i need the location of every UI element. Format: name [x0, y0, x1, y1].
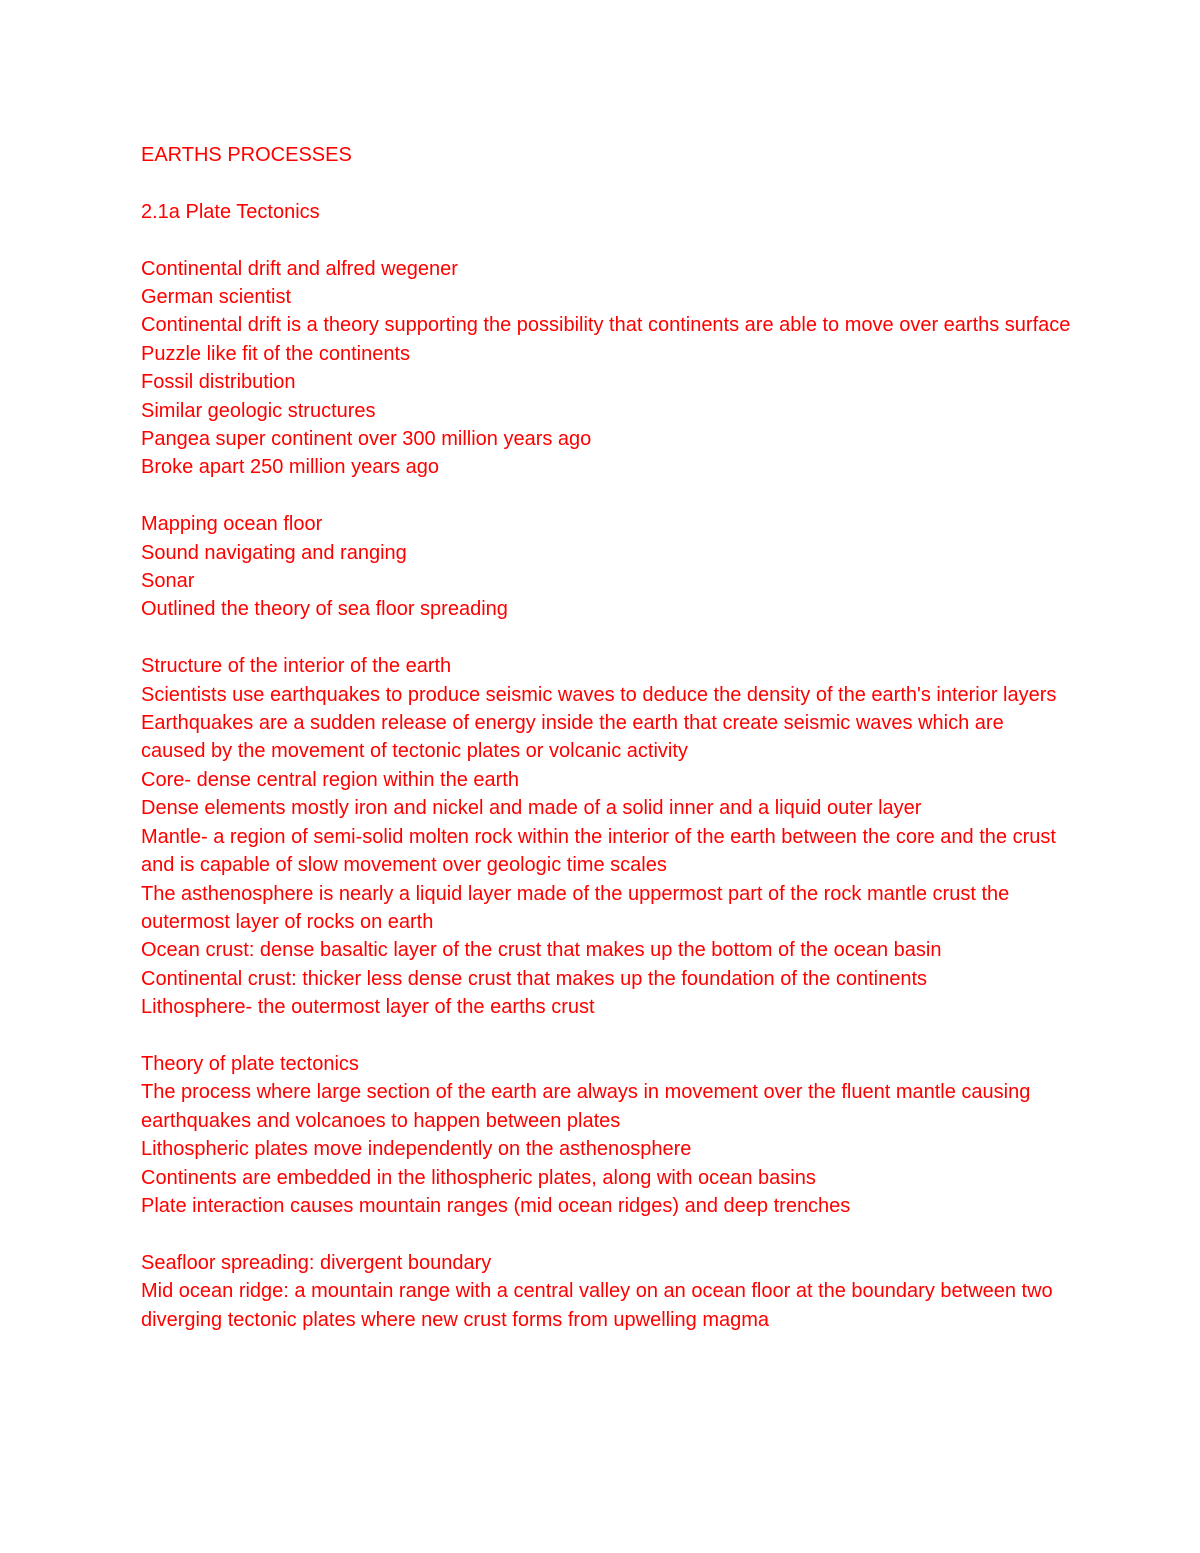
block-heading: Continental drift and alfred wegener	[141, 257, 458, 280]
block-continental-drift	[141, 255, 1071, 482]
spacer	[141, 624, 1071, 652]
note-line: Core- dense central region within the earth	[141, 768, 519, 791]
block-ocean-floor	[141, 510, 1071, 624]
note-line: Broke apart 250 million years ago	[141, 456, 439, 479]
block-heading: Structure of the interior of the earth	[141, 655, 452, 678]
note-line: The process where large section of the earth are always in movement over the fluent mantle causing earthquakes and volcanoes to happen between plates	[141, 1081, 1031, 1132]
note-line: Mantle- a region of semi-solid molten rock within the interior of the earth between the core and the crust and is capable of slow movement over geologic time scales	[141, 825, 1056, 877]
note-line: Pangea super continent over 300 million years ago	[141, 428, 592, 451]
note-line: Lithospheric plates move independently on the asthenosphere	[141, 1138, 692, 1161]
note-line: Dense elements mostly iron and nickel and made of a solid inner and a liquid outer layer	[141, 797, 922, 820]
spacer	[141, 1220, 1071, 1248]
note-line: Sonar	[141, 570, 195, 593]
note-line: Sound navigating and ranging	[141, 541, 407, 564]
note-line: Mid ocean ridge: a mountain range with a central valley on an ocean floor at the boundary between two diverging tectonic plates where new crust forms from upwelling magma	[141, 1280, 1053, 1331]
note-line: Fossil distribution	[141, 371, 296, 394]
note-line: The asthenosphere is nearly a liquid layer made of the uppermost part of the rock mantle crust the outermost layer of rocks on earth	[141, 882, 1010, 933]
block-heading: Seafloor spreading: divergent boundary	[141, 1251, 492, 1274]
note-line: Continents are embedded in the lithospheric plates, along with ocean basins	[141, 1166, 816, 1189]
note-line: Continental drift is a theory supporting the possibility that continents are able to move over earths surface	[141, 314, 1071, 337]
note-line: Continental crust: thicker less dense crust that makes up the foundation of the continents	[141, 967, 928, 990]
block-plate-tectonics	[141, 1050, 1071, 1220]
note-line: Ocean crust: dense basaltic layer of the crust that makes up the bottom of the ocean basin	[141, 939, 942, 962]
note-line: Plate interaction causes mountain ranges (mid ocean ridges) and deep trenches	[141, 1194, 851, 1217]
note-line: Lithosphere- the outermost layer of the earths crust	[141, 996, 595, 1019]
document-page	[141, 141, 1071, 1334]
block-heading: Theory of plate tectonics	[141, 1052, 359, 1075]
note-line: Puzzle like fit of the continents	[141, 342, 411, 365]
note-line: Similar geologic structures	[141, 399, 376, 422]
block-seafloor-spreading	[141, 1249, 1071, 1334]
section-heading: 2.1a Plate Tectonics	[141, 200, 320, 223]
note-line: German scientist	[141, 286, 292, 308]
spacer	[141, 1022, 1071, 1050]
note-line: Earthquakes are a sudden release of energy inside the earth that create seismic waves which are caused by the movement of tectonic plates or volcanic activity	[141, 712, 1004, 763]
block-earth-interior	[141, 652, 1071, 1021]
spacer	[141, 482, 1071, 510]
spacer	[141, 169, 1071, 197]
spacer	[141, 226, 1071, 254]
note-line: Outlined the theory of sea floor spreading	[141, 598, 508, 621]
note-line: Scientists use earthquakes to produce seismic waves to deduce the density of the earth's interior layers	[141, 683, 1057, 706]
document-title: EARTHS PROCESSES	[141, 144, 352, 166]
block-heading: Mapping ocean floor	[141, 513, 323, 536]
